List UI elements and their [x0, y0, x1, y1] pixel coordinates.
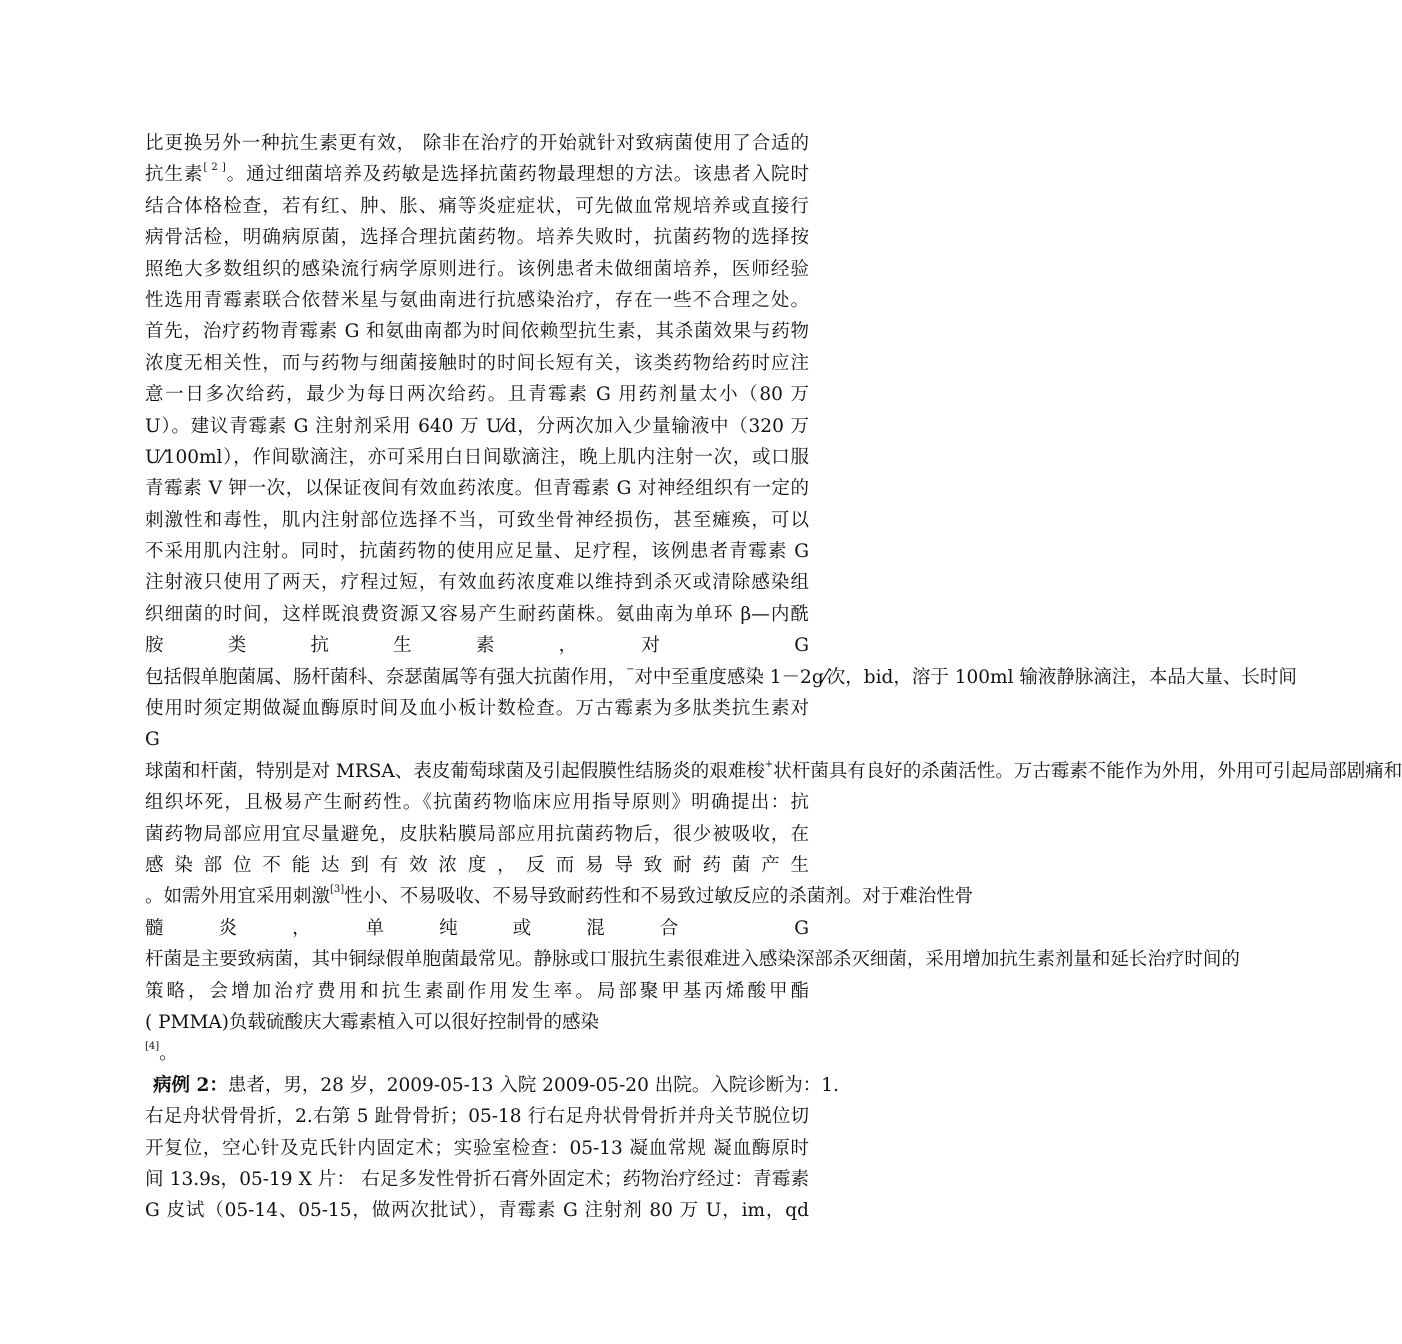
text-line: 右足舟状骨骨折，2.右第 5 趾骨骨折；05-18 行右足舟状骨骨折并舟关节脱位切: [145, 1106, 809, 1128]
text-line: [145, 1038, 809, 1069]
text-fragment: 。如需外用宜采用刺激: [145, 886, 331, 908]
text-fragment: 性小、不易吸收、不易导致耐药性和不易致过敏反应的杀菌剂。对于难治性骨: [344, 886, 974, 908]
text-line: [145, 662, 1297, 693]
text-line: G: [145, 729, 160, 751]
text-line: 注射液只使用了两天，疗程过短，有效血药浓度难以维持到杀灭或清除感染组: [145, 572, 809, 594]
text-fragment: 杆菌是主要致病菌，其中铜绿假单胞菌最常见。静脉或口: [145, 949, 608, 971]
text-line: 意一日多次给药，最少为每日两次给药。且青霉素 G 用药剂量太小（80 万: [145, 384, 809, 406]
text-line: 结合体格检查，若有红、肿、胀、痛等炎症症状，可先做血常规培养或直接行: [145, 195, 809, 217]
text-fragment: 患者，男，28 岁，2009-05-13 入院 2009-05-20 出院。入院诊断为：1.: [227, 1074, 839, 1096]
document-page: [145, 128, 1402, 1227]
superscript-positive: +: [764, 758, 774, 770]
text-line: 使用时须定期做凝血酶原时间及血小板计数检查。万古霉素为多肽类抗生素对: [145, 698, 809, 720]
text-line: 髓炎，单纯或混合 G: [145, 917, 809, 939]
text-fragment: 包括假单胞菌属、肠杆菌科、奈瑟菌属等有强大抗菌作用，: [145, 666, 627, 688]
text-line: 感染部位不能达到有效浓度，反而易导致耐药菌产生: [145, 854, 809, 876]
text-line: U）。建议青霉素 G 注射剂采用 640 万 U⁄d，分两次加入少量输液中（320 万: [145, 415, 809, 437]
text-fragment: 。通过细菌培养及药敏是选择抗菌药物最理想的方法。该患者入院时: [225, 164, 809, 186]
text-line: [145, 1070, 839, 1101]
text-line: [145, 944, 1240, 975]
text-line: 比更换另外一种抗生素更有效， 除非在治疗的开始就针对致病菌使用了合适的: [145, 133, 809, 154]
text-line: 不采用肌内注射。同时，抗菌药物的使用应足量、足疗程，该例患者青霉素 G: [145, 541, 809, 563]
text-fragment: 。: [159, 1043, 178, 1065]
text-line: 策略，会增加治疗费用和抗生素副作用发生率。局部聚甲基丙烯酸甲酯: [145, 980, 809, 1002]
case-label: 病例 2：: [153, 1074, 228, 1096]
citation-ref: [ 2 ]: [203, 162, 226, 174]
text-line: U⁄100ml），作间歇滴注，亦可采用白日间歇滴注，晚上肌内注射一次，或口服: [145, 446, 809, 468]
text-line: [145, 881, 974, 912]
text-line: 组织坏死，且极易产生耐药性。《抗菌药物临床应用指导原则》明确提出：抗: [145, 792, 809, 814]
text-line: [145, 756, 1402, 787]
citation-ref: [4]: [145, 1041, 160, 1053]
superscript-negative: -: [607, 947, 611, 958]
citation-ref: [3]: [330, 884, 345, 896]
text-line: 病骨活检，明确病原菌，选择合理抗菌药物。培养失败时，抗菌药物的选择按: [145, 227, 809, 249]
text-line: [145, 159, 809, 190]
text-line: 照绝大多数组织的感染流行病学原则进行。该例患者未做细菌培养，医师经验: [145, 258, 809, 280]
text-line: 性选用青霉素联合依替米星与氨曲南进行抗感染治疗，存在一些不合理之处。: [145, 289, 809, 311]
text-line: 首先，治疗药物青霉素 G 和氨曲南都为时间依赖型抗生素，其杀菌效果与药物: [145, 321, 809, 343]
text-line: 开复位，空心针及克氏针内固定术；实验室检查：05-13 凝血常规 凝血酶原时: [145, 1137, 809, 1159]
text-line: 刺激性和毒性，肌内注射部位选择不当，可致坐骨神经损伤，甚至瘫痪，可以: [145, 509, 809, 531]
text-fragment: 状杆菌具有良好的杀菌活性。万古霉素不能作为外用，外用可引起局部剧痛和: [773, 760, 1402, 782]
text-line: 浓度无相关性，而与药物与细菌接触时的时间长短有关，该类药物给药时应注: [145, 352, 809, 374]
text-line: 间 13.9s，05-19 X 片： 右足多发性骨折石膏外固定术；药物治疗经过：青霉素: [145, 1168, 809, 1190]
text-fragment: 服抗生素很难进入感染深部杀灭细菌，采用增加抗生素剂量和延长治疗时间的: [610, 949, 1240, 971]
text-line: ( PMMA)负载硫酸庆大霉素植入可以很好控制骨的感染: [145, 1011, 600, 1033]
text-line: G 皮试（05-14、05-15，做两次批试），青霉素 G 注射剂 80 万 U，im，qd: [145, 1200, 809, 1222]
text-line: 菌药物局部应用宜尽量避免，皮肤粘膜局部应用抗菌药物后，很少被吸收，在: [145, 823, 809, 845]
superscript-negative: −: [626, 664, 635, 676]
text-fragment: 对中至重度感染 1－2g⁄次，bid，溶于 100ml 输液静脉滴注，本品大量、长时间: [634, 666, 1297, 688]
text-line: 织细菌的时间，这样既浪费资源又容易产生耐药菌株。氨曲南为单环 β—内酰: [145, 603, 809, 625]
text-line: 胺类抗生素，对 G: [145, 635, 809, 657]
text-fragment: 抗生素: [145, 164, 204, 186]
text-fragment: 球菌和杆菌，特别是对 MRSA、表皮葡萄球菌及引起假膜性结肠炎的艰难梭: [145, 760, 765, 782]
text-line: 青霉素 V 钾一次，以保证夜间有效血药浓度。但青霉素 G 对神经组织有一定的: [145, 478, 809, 500]
